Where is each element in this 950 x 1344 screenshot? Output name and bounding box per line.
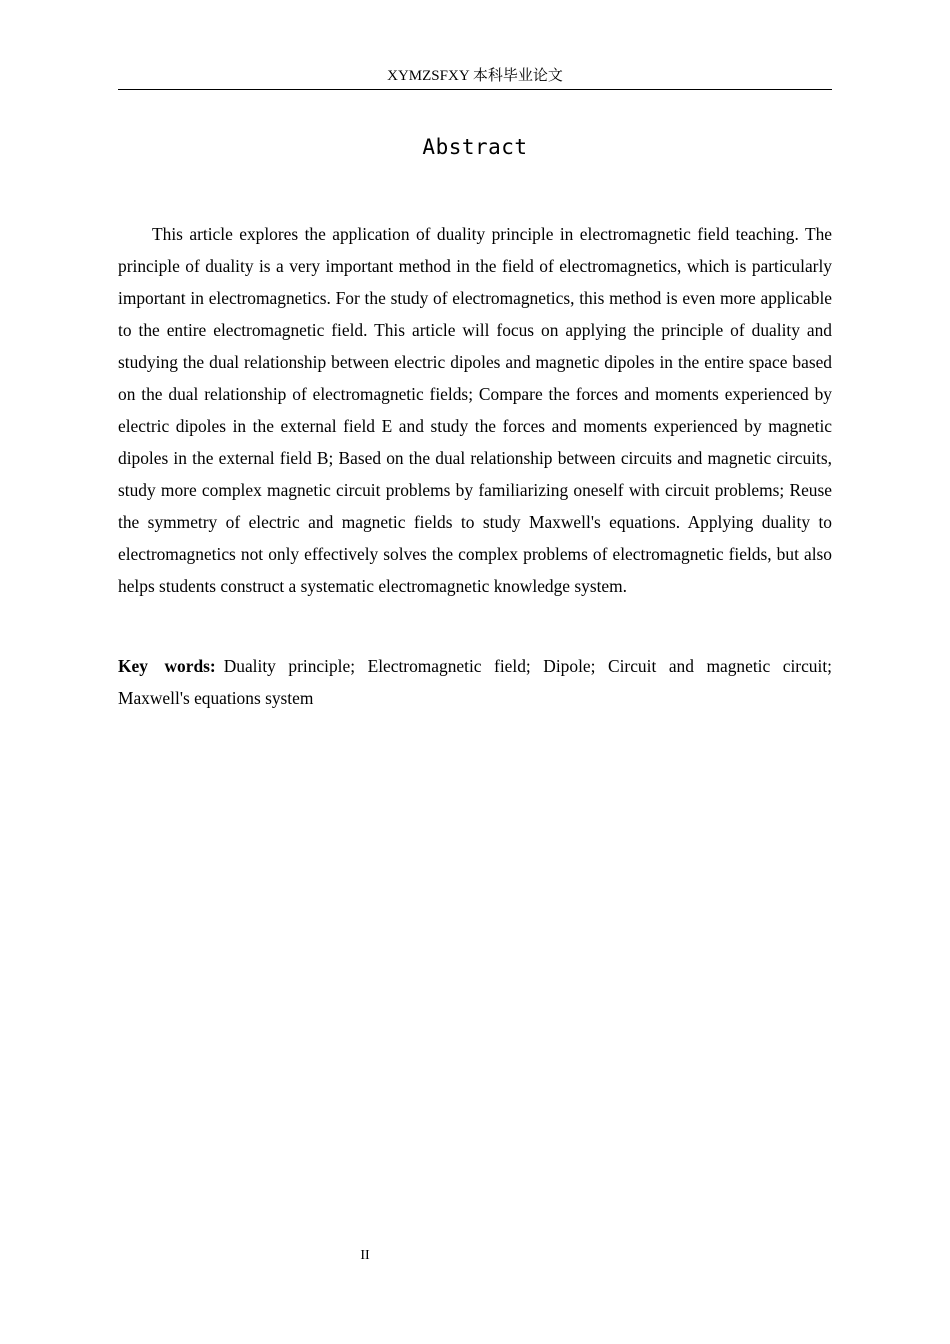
keywords-text: Duality principle; Electromagnetic field; Dipole; Circuit and magnetic circuit; Maxwell's equations system — [118, 656, 832, 708]
running-header: XYMZSFXY 本科毕业论文 — [387, 68, 563, 84]
keywords-line — [118, 650, 832, 714]
keywords-label: Key words: — [118, 656, 216, 676]
page-title: Abstract — [422, 135, 528, 159]
page-number: II — [360, 1248, 370, 1263]
abstract-paragraph: This article explores the application of duality principle in electromagnetic field teaching. The principle of duality is a very important method in the field of electromagnetics, which is particularly important in electromagnetics. For the study of electromagnetics, this method is even more applicable to the entire electromagnetic field. This article will focus on applying the principle of duality and studying the dual relationship between electric dipoles and magnetic dipoles in the entire space based on the dual relationship of electromagnetic fields; Compare the forces and moments experienced by electric dipoles in the external field E and study the forces and moments experienced by magnetic dipoles in the external field B; Based on the dual relationship between circuits and magnetic circuits, study more complex magnetic circuit problems by familiarizing oneself with circuit problems; Reuse the symmetry of electric and magnetic fields to study Maxwell's equations. Applying duality to electromagnetics not only effectively solves the complex problems of electromagnetic fields, but also helps students construct a systematic electromagnetic knowledge system. — [118, 224, 832, 596]
header-rule — [118, 89, 832, 90]
